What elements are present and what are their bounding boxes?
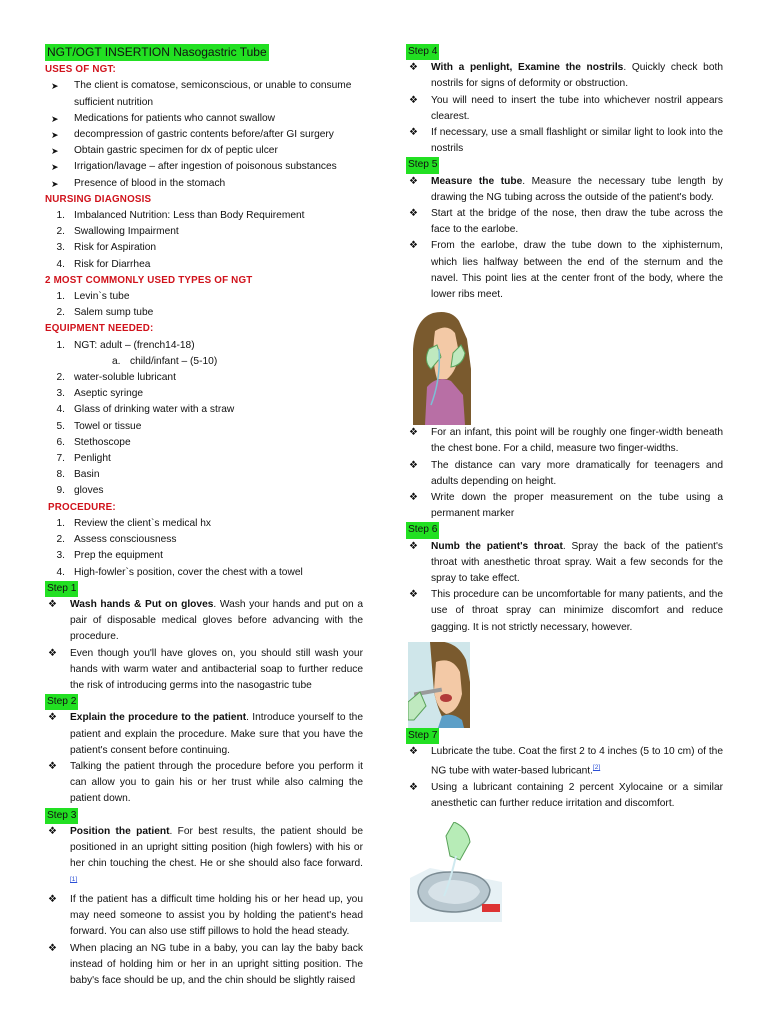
types-list [45, 289, 363, 321]
list-number: 1. [56, 210, 65, 222]
diamond-icon: ❖ [48, 825, 57, 837]
equipment-heading: EQUIPMENT NEEDED: [45, 323, 154, 335]
arrow-icon: ➤ [51, 178, 59, 189]
right-column [406, 44, 723, 922]
uses-list [45, 78, 363, 191]
bullet: ❖ Even though you'll have gloves on, you should still wash your hands with warm water and antibacterial soap to further reduce the risk of introducing germs into the nasogastric tube [45, 646, 363, 695]
list-item-text: Irrigation/lavage – after ingestion of poisonous substances [74, 161, 337, 173]
throat-spray-image [408, 642, 470, 728]
diamond-icon: ❖ [409, 540, 418, 552]
procedure-heading: PROCEDURE: [48, 501, 116, 513]
diamond-icon: ❖ [48, 893, 57, 905]
list-item: 1. NGT: adult – (french14-18) [56, 339, 195, 351]
bullet: ❖ Numb the patient's throat. Spray the back of the patient's throat with anesthetic throat spray. Wait a few seconds for the spray to take effect. [406, 539, 723, 588]
bullet: ❖ When placing an NG tube in a baby, you can lay the baby back instead of holding him or her in an upright sitting position. The baby's face should be up, and the chin should be slightly raised [45, 941, 363, 990]
step-6-label: Step 6 [406, 522, 439, 538]
list-item [45, 532, 363, 548]
list-item [45, 208, 363, 224]
list-item-text: Salem sump tube [74, 307, 154, 319]
reference-link-2[interactable]: [2] [592, 764, 601, 772]
list-item [45, 386, 363, 402]
document-title: NGT/OGT INSERTION Nasogastric Tube [47, 45, 267, 59]
list-item [45, 516, 363, 532]
list-item [45, 143, 363, 159]
list-number: 9. [56, 485, 65, 497]
list-number: 2. [56, 372, 65, 384]
diamond-icon: ❖ [48, 942, 57, 954]
diamond-icon: ❖ [48, 598, 57, 610]
list-number: 5. [56, 420, 65, 432]
nursing-diagnosis-list [45, 208, 363, 273]
bullet: ❖ With a penlight, Examine the nostrils. Quickly check both nostrils for signs of deformity or obstruction. [406, 60, 723, 92]
list-item [45, 548, 363, 564]
step-4-label: Step 4 [406, 44, 439, 60]
list-item [45, 305, 363, 321]
list-item-text: Medications for patients who cannot swallow [74, 112, 276, 124]
list-number: 2. [56, 226, 65, 238]
arrow-icon: ➤ [51, 162, 59, 173]
list-item-text: The client is comatose, semiconscious, or unable to consume sufficient nutrition [74, 80, 352, 108]
nursing-diagnosis-heading: NURSING DIAGNOSIS [45, 193, 152, 205]
list-number: 2. [56, 307, 65, 319]
list-item [45, 224, 363, 240]
list-item: a. child/infant – (5-10) [112, 355, 218, 367]
diamond-icon: ❖ [48, 760, 57, 772]
list-item-text: Risk for Aspiration [74, 242, 157, 254]
bullet: ❖ You will need to insert the tube into whichever nostril appears clearest. [406, 93, 723, 125]
lubricate-tube-image [410, 822, 502, 922]
diamond-icon: ❖ [409, 427, 418, 439]
list-item-text: gloves [74, 485, 104, 497]
list-item-text: Presence of blood in the stomach [74, 177, 226, 189]
list-item-text: Stethoscope [74, 436, 131, 448]
equipment-list-rest [45, 370, 363, 500]
arrow-icon: ➤ [51, 113, 59, 124]
list-item-text: Risk for Diarrhea [74, 258, 151, 270]
bullet: ❖ For an infant, this point will be roughly one finger-width beneath the chest bone. For a child, measure two finger-widths. [406, 425, 723, 457]
list-item-text: High-fowler`s position, cover the chest with a towel [74, 566, 303, 578]
list-item-text: Imbalanced Nutrition: Less than Body Requirement [74, 210, 305, 222]
throat-spray-illustration [408, 642, 470, 728]
list-item [45, 483, 363, 499]
arrow-icon: ➤ [51, 130, 59, 141]
list-item [45, 111, 363, 127]
list-item-text: Penlight [74, 453, 111, 465]
list-item [45, 370, 363, 386]
bullet: ❖ Wash hands & Put on gloves. Wash your hands and put on a pair of disposable medical gloves before advancing with the procedure. [45, 597, 363, 646]
list-item [45, 240, 363, 256]
bullet: ❖ Talking the patient through the procedure before you perform it can allow you to gain his or her trust while also calming the patient down. [45, 759, 363, 808]
lubricate-tube-illustration [410, 822, 502, 922]
list-item-text: Basin [74, 469, 100, 481]
list-number: 4. [56, 258, 65, 270]
measure-tube-image [411, 309, 471, 425]
list-item [45, 451, 363, 467]
diamond-icon: ❖ [409, 94, 418, 106]
diamond-icon: ❖ [409, 459, 418, 471]
bullet: ❖ From the earlobe, draw the tube down to the xiphisternum, which lies halfway between the end of the sternum and the navel. This point lies at the center front of the body, where the lower ribs meet. [406, 238, 723, 303]
arrow-icon: ➤ [51, 146, 59, 157]
diamond-icon: ❖ [409, 175, 418, 187]
list-number: 1. [56, 291, 65, 303]
list-item-text: Prep the equipment [74, 550, 163, 562]
step-2-label: Step 2 [45, 694, 78, 710]
diamond-icon: ❖ [409, 492, 418, 504]
bullet: ❖ Using a lubricant containing 2 percent Xylocaine or a similar anesthetic can further reduce irritation and discomfort. [406, 780, 723, 812]
bullet: ❖ If necessary, use a small flashlight or similar light to look into the nostrils [406, 125, 723, 157]
diamond-icon: ❖ [409, 781, 418, 793]
list-item-text: Towel or tissue [74, 420, 142, 432]
bullet: ❖ This procedure can be uncomfortable for many patients, and the use of throat spray can minimize discomfort and reduce gagging. It is not strictly necessary, however. [406, 587, 723, 636]
bullet: ❖ Measure the tube. Measure the necessary tube length by drawing the NG tubing across the outside of the patient's body. [406, 174, 723, 206]
list-item-text: decompression of gastric contents before/after GI surgery [74, 129, 334, 141]
list-item-text: Levin`s tube [74, 291, 130, 303]
list-number: 7. [56, 453, 65, 465]
list-number: 8. [56, 469, 65, 481]
bullet: ❖ Start at the bridge of the nose, then draw the tube across the face to the earlobe. [406, 206, 723, 238]
list-item [45, 257, 363, 273]
bullet: ❖ If the patient has a difficult time holding his or her head up, you may need someone to assist you by holding the patient's head forward. You can also use stiff pillows to hold the head steady. [45, 892, 363, 941]
diamond-icon: ❖ [409, 746, 418, 758]
diamond-icon: ❖ [409, 127, 418, 139]
step-7-label: Step 7 [406, 728, 439, 744]
list-item-text: Obtain gastric specimen for dx of peptic ulcer [74, 145, 278, 157]
left-column [45, 44, 363, 989]
step-3-label: Step 3 [45, 808, 78, 824]
list-item [45, 565, 363, 581]
diamond-icon: ❖ [409, 240, 418, 252]
list-item [45, 402, 363, 418]
procedure-list [45, 516, 363, 581]
list-number: 4. [56, 566, 65, 578]
list-number: 1. [56, 517, 65, 529]
bullet: ❖ Explain the procedure to the patient. Introduce yourself to the patient and explain the procedure. Make sure that you have the patient's consent before continuing. [45, 710, 363, 759]
list-item [45, 419, 363, 435]
list-item-text: Swallowing Impairment [74, 226, 179, 238]
diamond-icon: ❖ [48, 712, 57, 724]
list-number: 3. [56, 242, 65, 254]
list-item [45, 127, 363, 143]
bullet: ❖ Write down the proper measurement on the tube using a permanent marker [406, 490, 723, 522]
list-number: 3. [56, 388, 65, 400]
uses-heading: USES OF NGT: [45, 64, 116, 76]
equipment-list [45, 338, 363, 370]
list-item [45, 159, 363, 175]
step-5-label: Step 5 [406, 157, 439, 173]
bullet: ❖ Position the patient. For best results, the patient should be positioned in an upright sitting position (high fowlers) with his or her chin touching the chest. He or she should also face forward.[1] [45, 824, 363, 892]
bullet: ❖ Lubricate the tube. Coat the first 2 to 4 inches (5 to 10 cm) of the NG tube with water-based lubricant.[2] [406, 744, 723, 780]
types-heading: 2 MOST COMMONLY USED TYPES OF NGT [45, 274, 253, 286]
list-item-text: water-soluble lubricant [74, 372, 176, 384]
list-item-text: Aseptic syringe [74, 388, 144, 400]
list-item [45, 176, 363, 192]
list-number: 6. [56, 436, 65, 448]
list-item [45, 467, 363, 483]
list-number: 3. [56, 550, 65, 562]
diamond-icon: ❖ [48, 647, 57, 659]
reference-link-1[interactable]: [1] [70, 876, 78, 884]
diamond-icon: ❖ [409, 589, 418, 601]
list-number: 2. [56, 534, 65, 546]
diamond-icon: ❖ [409, 62, 418, 74]
list-item-text: Glass of drinking water with a straw [74, 404, 235, 416]
list-number: 4. [56, 404, 65, 416]
measure-tube-illustration [411, 309, 471, 425]
list-item [45, 289, 363, 305]
bullet: ❖ The distance can vary more dramatically for teenagers and adults depending on height. [406, 458, 723, 490]
step-1-label: Step 1 [45, 581, 78, 597]
list-item-text: Assess consciousness [74, 534, 177, 546]
arrow-icon: ➤ [51, 81, 59, 92]
list-item [45, 78, 363, 110]
diamond-icon: ❖ [409, 208, 418, 220]
list-item [45, 435, 363, 451]
list-item-text: Review the client`s medical hx [74, 517, 212, 529]
